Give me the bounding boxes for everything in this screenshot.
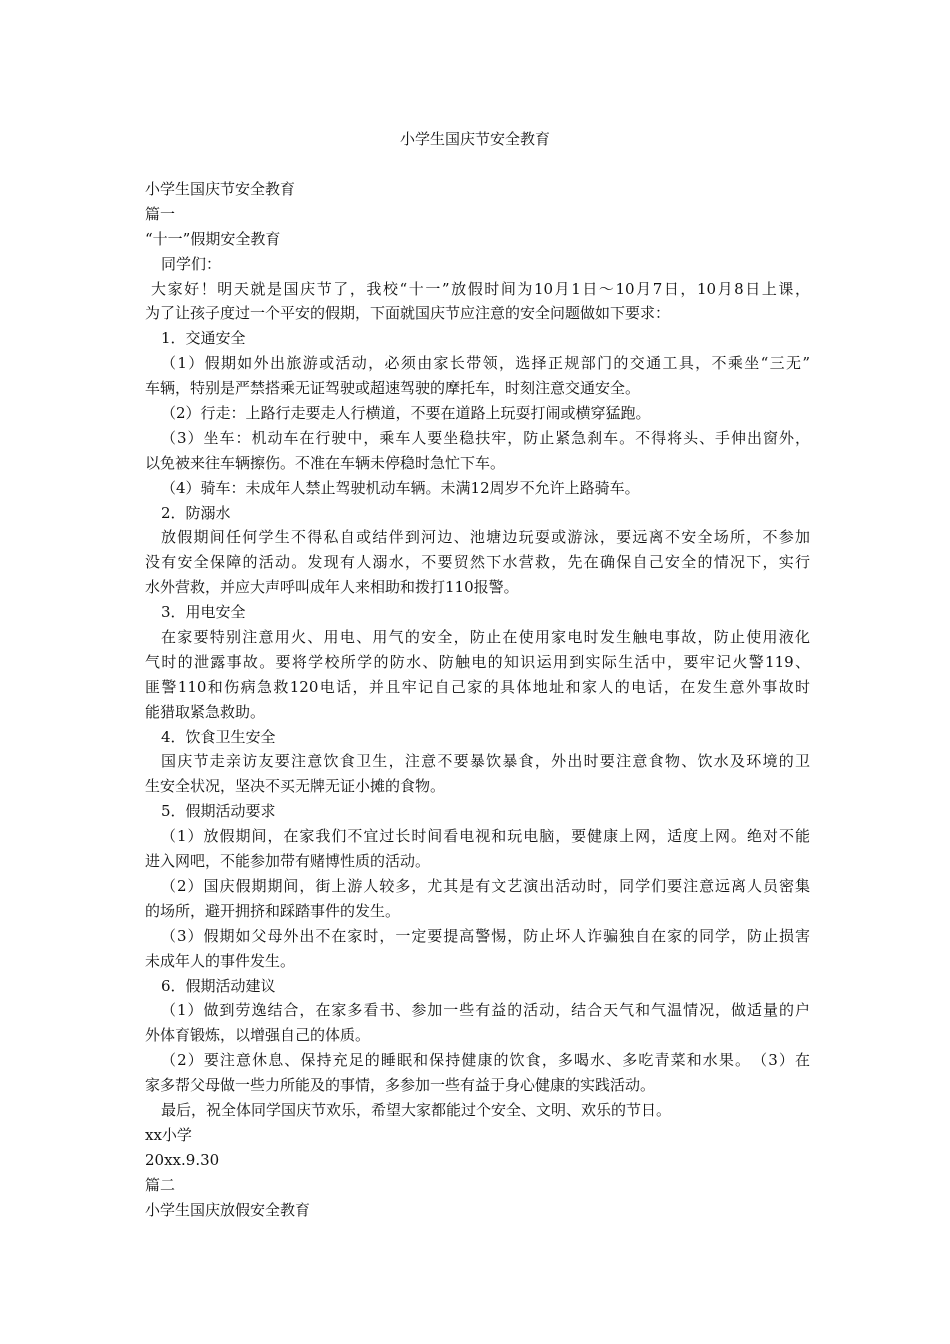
text-line: 没有安全保障的活动。发现有人溺水，不要贸然下水营救，先在确保自己安全的情况下，实行 <box>145 553 810 572</box>
text-line: 5．假期活动要求 <box>161 802 276 821</box>
text-line: （2）国庆假期期间，街上游人较多，尤其是有文艺演出活动时，同学们要注意远离人员密集 <box>161 876 810 895</box>
text-line: xx小学 <box>145 1125 192 1144</box>
text-line: 3．用电安全 <box>161 603 246 622</box>
text-line: 篇二 <box>145 1175 176 1194</box>
text-line: “十一”假期安全教育 <box>145 229 281 248</box>
text-line: （1）放假期间，在家我们不宜过长时间看电视和玩电脑，要健康上网，适度上网。绝对不能 <box>161 827 810 846</box>
text-line: 最后，祝全体同学国庆节欢乐，希望大家都能过个安全、文明、欢乐的节日。 <box>161 1100 672 1119</box>
text-line: 放假期间任何学生不得私自或结伴到河边、池塘边玩耍或游泳，要远离不安全场所，不参加 <box>161 528 810 547</box>
text-line: （2）行走：上路行走要走人行横道，不要在道路上玩耍打闹或横穿猛跑。 <box>161 404 651 423</box>
text-line: 同学们： <box>161 254 222 273</box>
text-line: 进入网吧，不能参加带有赌博性质的活动。 <box>145 852 431 871</box>
text-line: 家多帮父母做一些力所能及的事情，多参加一些有益于身心健康的实践活动。 <box>145 1076 656 1095</box>
text-line: 的场所，避开拥挤和踩踏事件的发生。 <box>145 901 401 920</box>
text-line: 以免被来往车辆擦伤。不准在车辆未停稳时急忙下车。 <box>145 453 506 472</box>
text-line: （4）骑车：未成年人禁止驾驶机动车辆。未满12周岁不允许上路骑车。 <box>161 478 640 497</box>
text-line: （2）要注意休息、保持充足的睡眠和保持健康的饮食，多喝水、多吃青菜和水果。 （3）在 <box>161 1051 810 1070</box>
text-line: 匪警110和伤病急救120电话，并且牢记自己家的具体地址和家人的电话，在发生意外事故时 <box>145 677 810 696</box>
text-line: 小学生国庆节安全教育 <box>145 180 296 198</box>
text-line: （1）做到劳逸结合，在家多看书、参加一些有益的活动，结合天气和气温情况，做适量的户 <box>161 1001 810 1020</box>
text-line: 6．假期活动建议 <box>161 976 276 995</box>
text-line: 1．交通安全 <box>161 329 246 348</box>
text-line: 为了让孩子度过一个平安的假期，下面就国庆节应注意的安全问题做如下要求： <box>145 304 671 323</box>
text-line: 水外营救，并应大声呼叫成年人来相助和拨打110报警。 <box>145 578 519 597</box>
document-body <box>145 177 810 1222</box>
text-line: 生安全状况，坚决不买无牌无证小摊的食物。 <box>145 777 446 796</box>
text-line: 篇一 <box>145 204 176 223</box>
text-line: 气时的泄露事故。要将学校所学的防水、防触电的知识运用到实际生活中，要牢记火警119、 <box>145 652 810 671</box>
text-line: 国庆节走亲访友要注意饮食卫生，注意不要暴饮暴食，外出时要注意食物、饮水及环境的卫 <box>161 752 810 771</box>
text-line: 能猎取紧急救助。 <box>145 702 266 721</box>
text-line: 未成年人的事件发生。 <box>145 951 296 970</box>
text-line: 20xx.9.30 <box>145 1150 220 1169</box>
text-line: 车辆，特别是严禁搭乘无证驾驶或超速驾驶的摩托车，时刻注意交通安全。 <box>145 379 641 398</box>
text-line: 小学生国庆放假安全教育 <box>145 1200 311 1219</box>
text-line: （1）假期如外出旅游或活动，必须由家长带领，选择正规部门的交通工具，不乘坐“三无” <box>161 354 810 373</box>
text-line: 外体育锻炼，以增强自己的体质。 <box>145 1026 371 1045</box>
text-line: 4．饮食卫生安全 <box>161 727 276 746</box>
document-title: 小学生国庆节安全教育 <box>399 130 550 148</box>
text-line: （3）假期如父母外出不在家时，一定要提高警惕，防止坏人诈骗独自在家的同学，防止损害 <box>161 926 810 945</box>
text-line: 大家好！明天就是国庆节了，我校“十一”放假时间为10月1日～10月7日，10月8日上课， <box>151 279 810 298</box>
text-line: 在家要特别注意用火、用电、用气的安全，防止在使用家电时发生触电事故，防止使用液化 <box>161 628 810 647</box>
text-line: （3）坐车：机动车在行驶中，乘车人要坐稳扶牢，防止紧急刹车。不得将头、手伸出窗外， <box>161 428 810 447</box>
text-line: 2．防溺水 <box>161 503 231 522</box>
